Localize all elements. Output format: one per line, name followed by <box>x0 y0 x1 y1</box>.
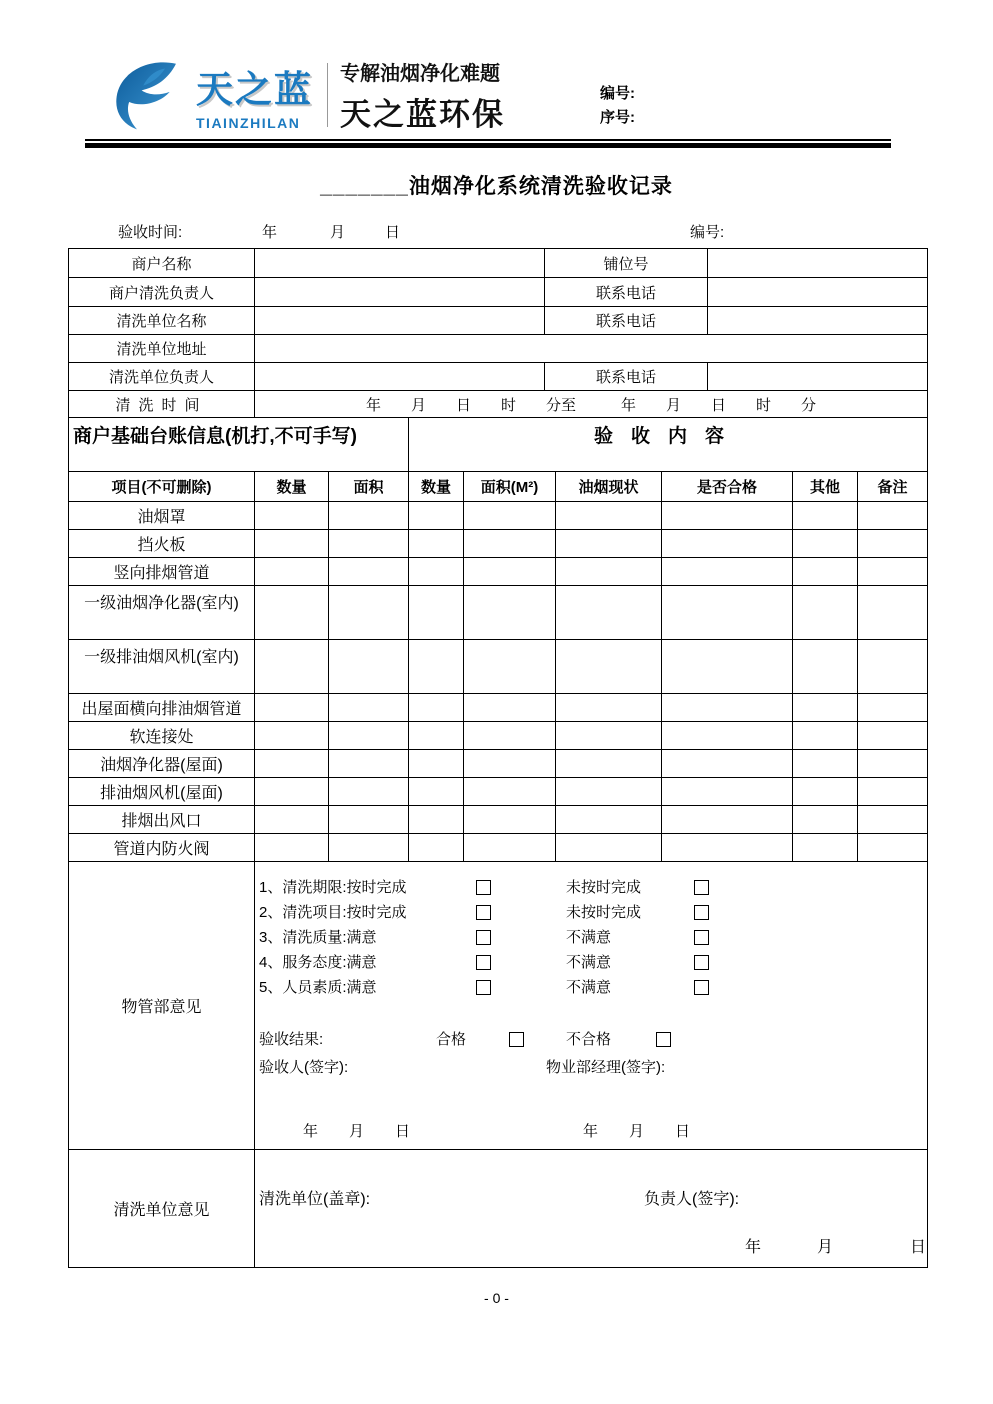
input-cell[interactable] <box>464 530 556 558</box>
input-cell[interactable] <box>255 586 329 640</box>
col-header-other: 其他 <box>793 472 858 502</box>
section-header-row <box>69 418 928 472</box>
input-cell[interactable] <box>556 640 662 694</box>
month-label: 月 <box>330 224 346 241</box>
checklist-line <box>259 874 927 899</box>
acceptance-time-label: 验收时间: <box>118 224 183 241</box>
col-header-qty1: 数量 <box>255 472 329 502</box>
input-cell[interactable] <box>255 530 329 558</box>
satisfied-checkbox[interactable] <box>476 930 491 945</box>
header-rule-thick <box>85 143 891 148</box>
fail-checkbox[interactable] <box>656 1032 671 1047</box>
satisfied-checkbox[interactable] <box>476 955 491 970</box>
input-cell[interactable] <box>464 640 556 694</box>
month-label: 月 <box>817 1239 834 1256</box>
table-row <box>69 806 928 834</box>
table-row <box>69 778 928 806</box>
not-on-time-checkbox[interactable] <box>694 905 709 920</box>
acceptance-table <box>68 417 928 1268</box>
header-rule-thin <box>85 139 891 141</box>
input-cell[interactable] <box>409 806 464 834</box>
date-blank: 年 月 日 <box>583 1123 699 1140</box>
pass-checkbox[interactable] <box>509 1032 524 1047</box>
input-cell[interactable] <box>329 586 409 640</box>
page-number: - 0 - <box>484 1290 509 1306</box>
input-cell[interactable] <box>793 640 858 694</box>
stamp-label: 清洗单位(盖章): <box>259 1191 371 1208</box>
input-cell[interactable] <box>662 778 793 806</box>
pm-opinion-cell <box>255 862 928 1150</box>
input-cell[interactable] <box>858 530 928 558</box>
col-header-qty2: 数量 <box>409 472 464 502</box>
table-row <box>69 558 928 586</box>
checklist-line <box>259 924 927 949</box>
input-cell[interactable] <box>793 806 858 834</box>
input-cell[interactable] <box>556 694 662 722</box>
input-cell[interactable] <box>556 530 662 558</box>
cleaner-sign-line <box>259 1186 928 1209</box>
input-cell[interactable] <box>793 502 858 530</box>
field-label: 清洗单位名称 <box>69 307 255 335</box>
input-cell[interactable] <box>329 640 409 694</box>
input-cell[interactable] <box>255 722 329 750</box>
item-label: 一级油烟净化器(室内) <box>69 586 255 640</box>
satisfied-checkbox[interactable] <box>476 980 491 995</box>
input-cell[interactable] <box>255 502 329 530</box>
input-cell[interactable] <box>329 750 409 778</box>
input-cell[interactable] <box>793 530 858 558</box>
input-cell[interactable] <box>464 722 556 750</box>
table-row <box>69 391 928 419</box>
input-cell[interactable] <box>662 750 793 778</box>
cleaner-opinion-row <box>69 1150 928 1268</box>
doc-no-label: 编号: <box>600 85 635 102</box>
logo-divider <box>327 63 328 127</box>
table-row <box>69 278 928 307</box>
col-header-fume-status: 油烟现状 <box>556 472 662 502</box>
input-cell[interactable] <box>662 558 793 586</box>
checklist-line <box>259 949 927 974</box>
input-cell[interactable] <box>662 834 793 862</box>
cleaner-opinion-label: 清洗单位意见 <box>69 1150 255 1268</box>
unsatisfied-checkbox[interactable] <box>694 930 709 945</box>
table-row <box>69 694 928 722</box>
input-cell[interactable] <box>409 778 464 806</box>
input-cell[interactable] <box>464 558 556 586</box>
input-cell[interactable] <box>858 750 928 778</box>
input-cell[interactable] <box>329 834 409 862</box>
table-row <box>69 834 928 862</box>
input-cell[interactable] <box>464 694 556 722</box>
input-cell[interactable] <box>858 694 928 722</box>
ledger-section-label: 商户基础台账信息(机打,不可手写) <box>69 418 409 472</box>
check-left-label: 1、清洗期限:按时完成 <box>259 879 407 896</box>
input-cell[interactable] <box>464 834 556 862</box>
acceptance-content-label: 验收内容 <box>409 418 928 472</box>
input-cell[interactable] <box>858 722 928 750</box>
document-numbers <box>600 82 635 130</box>
input-cell[interactable] <box>464 750 556 778</box>
item-label: 排油烟风机(屋面) <box>69 778 255 806</box>
doc-no-label-inline: 编号: <box>690 224 725 241</box>
input-cell[interactable] <box>409 586 464 640</box>
input-cell[interactable] <box>708 278 928 307</box>
column-header-row <box>69 472 928 502</box>
input-cell[interactable] <box>793 834 858 862</box>
col-header-area1: 面积 <box>329 472 409 502</box>
check-right-label: 不满意 <box>566 979 612 996</box>
input-cell[interactable] <box>662 806 793 834</box>
tianzhilan-logo-icon <box>112 55 190 135</box>
input-cell[interactable] <box>858 502 928 530</box>
input-cell[interactable] <box>708 363 928 391</box>
input-cell[interactable] <box>255 335 928 363</box>
col-header-remark: 备注 <box>858 472 928 502</box>
title-text: 油烟净化系统清洗验收记录 <box>408 175 673 198</box>
responsible-sign-label: 负责人(签字): <box>644 1191 740 1208</box>
input-cell[interactable] <box>329 530 409 558</box>
cleaning-time-blank[interactable]: 年 月 日 时 分至 年 月 日 时 分 <box>255 391 928 419</box>
on-time-checkbox[interactable] <box>476 905 491 920</box>
col-header-item: 项目(不可删除) <box>69 472 255 502</box>
pm-opinion-label: 物管部意见 <box>69 862 255 1150</box>
col-header-area2: 面积(M²) <box>464 472 556 502</box>
brand-company: 天之蓝环保 <box>340 96 505 132</box>
input-cell[interactable] <box>793 722 858 750</box>
input-cell[interactable] <box>858 558 928 586</box>
input-cell[interactable] <box>409 502 464 530</box>
check-right-label: 未按时完成 <box>566 879 642 896</box>
input-cell[interactable] <box>255 278 545 307</box>
input-cell[interactable] <box>708 249 928 278</box>
cleaner-opinion-cell <box>255 1150 928 1268</box>
item-label: 油烟净化器(屋面) <box>69 750 255 778</box>
input-cell[interactable] <box>662 640 793 694</box>
check-left-label: 3、清洗质量:满意 <box>259 929 377 946</box>
table-row <box>69 249 928 278</box>
field-label: 联系电话 <box>545 363 708 391</box>
item-label: 软连接处 <box>69 722 255 750</box>
pm-opinion-row <box>69 862 928 1150</box>
check-right-label: 不满意 <box>566 929 612 946</box>
checklist-line <box>259 974 927 999</box>
brand-tagline: 专解油烟净化难题 <box>340 62 500 85</box>
input-cell[interactable] <box>793 750 858 778</box>
check-right-label: 不满意 <box>566 954 612 971</box>
input-cell[interactable] <box>255 834 329 862</box>
input-cell[interactable] <box>708 307 928 335</box>
input-cell[interactable] <box>255 558 329 586</box>
unsatisfied-checkbox[interactable] <box>694 955 709 970</box>
input-cell[interactable] <box>329 806 409 834</box>
table-row <box>69 335 928 363</box>
input-cell[interactable] <box>793 558 858 586</box>
col-header-qualified: 是否合格 <box>662 472 793 502</box>
input-cell[interactable] <box>329 558 409 586</box>
input-cell[interactable] <box>409 558 464 586</box>
item-label: 竖向排烟管道 <box>69 558 255 586</box>
pass-label: 合格 <box>436 1031 467 1048</box>
input-cell[interactable] <box>793 778 858 806</box>
input-cell[interactable] <box>662 722 793 750</box>
field-label: 清洗时间 <box>69 391 255 419</box>
signature-line <box>259 1054 927 1079</box>
unsatisfied-checkbox[interactable] <box>694 980 709 995</box>
item-label: 油烟罩 <box>69 502 255 530</box>
field-label: 清洗单位负责人 <box>69 363 255 391</box>
field-label: 商户名称 <box>69 249 255 278</box>
input-cell[interactable] <box>556 586 662 640</box>
item-label: 出屋面横向排油烟管道 <box>69 694 255 722</box>
check-left-label: 2、清洗项目:按时完成 <box>259 904 407 921</box>
table-row <box>69 307 928 335</box>
input-cell[interactable] <box>409 834 464 862</box>
item-label: 排烟出风口 <box>69 806 255 834</box>
manager-sign-label: 物业部经理(签字): <box>546 1059 666 1076</box>
input-cell[interactable] <box>662 586 793 640</box>
company-logo <box>112 52 505 138</box>
check-left-label: 5、人员素质:满意 <box>259 979 377 996</box>
table-row <box>69 586 928 640</box>
input-cell[interactable] <box>464 778 556 806</box>
input-cell[interactable] <box>556 778 662 806</box>
table-row <box>69 640 928 694</box>
input-cell[interactable] <box>662 502 793 530</box>
input-cell[interactable] <box>556 750 662 778</box>
acceptor-sign-label: 验收人(签字): <box>259 1059 349 1076</box>
input-cell[interactable] <box>329 694 409 722</box>
brand-name-cn: 天之蓝 <box>196 69 313 110</box>
input-cell[interactable] <box>858 806 928 834</box>
input-cell[interactable] <box>329 502 409 530</box>
item-label: 挡火板 <box>69 530 255 558</box>
title-blank: _______ <box>320 175 409 198</box>
checklist-line <box>259 899 927 924</box>
date-blank: 年 月 日 <box>303 1123 419 1140</box>
input-cell[interactable] <box>464 502 556 530</box>
input-cell[interactable] <box>556 806 662 834</box>
input-cell[interactable] <box>255 694 329 722</box>
check-left-label: 4、服务态度:满意 <box>259 954 377 971</box>
input-cell[interactable] <box>255 806 329 834</box>
input-cell[interactable] <box>255 307 545 335</box>
input-cell[interactable] <box>255 249 545 278</box>
result-label: 验收结果: <box>259 1031 324 1048</box>
field-label: 联系电话 <box>545 278 708 307</box>
table-row <box>69 750 928 778</box>
input-cell[interactable] <box>409 694 464 722</box>
table-row <box>69 530 928 558</box>
input-cell[interactable] <box>409 722 464 750</box>
input-cell[interactable] <box>793 586 858 640</box>
input-cell[interactable] <box>255 363 545 391</box>
serial-no-label: 序号: <box>600 109 635 126</box>
pm-date-line <box>255 1120 927 1142</box>
input-cell[interactable] <box>858 778 928 806</box>
input-cell[interactable] <box>556 502 662 530</box>
input-cell[interactable] <box>793 694 858 722</box>
brand-name-en: TIAINZHILAN <box>196 115 301 131</box>
table-row <box>69 502 928 530</box>
fail-label: 不合格 <box>566 1031 612 1048</box>
acceptance-result-line <box>259 1026 927 1051</box>
acceptance-time-row <box>68 221 927 245</box>
year-label: 年 <box>262 224 278 241</box>
input-cell[interactable] <box>329 722 409 750</box>
input-cell[interactable] <box>409 640 464 694</box>
input-cell[interactable] <box>556 834 662 862</box>
input-cell[interactable] <box>329 778 409 806</box>
input-cell[interactable] <box>409 750 464 778</box>
item-label: 一级排油烟风机(室内) <box>69 640 255 694</box>
day-label: 日 <box>910 1239 927 1256</box>
input-cell[interactable] <box>662 530 793 558</box>
check-right-label: 未按时完成 <box>566 904 642 921</box>
table-row <box>69 722 928 750</box>
input-cell[interactable] <box>858 640 928 694</box>
field-label: 清洗单位地址 <box>69 335 255 363</box>
input-cell[interactable] <box>662 694 793 722</box>
item-label: 管道内防火阀 <box>69 834 255 862</box>
table-row <box>69 363 928 391</box>
year-label: 年 <box>745 1239 762 1256</box>
input-cell[interactable] <box>255 750 329 778</box>
input-cell[interactable] <box>556 558 662 586</box>
field-label: 联系电话 <box>545 307 708 335</box>
input-cell[interactable] <box>858 834 928 862</box>
day-label: 日 <box>385 224 401 241</box>
not-on-time-checkbox[interactable] <box>694 880 709 895</box>
input-cell[interactable] <box>464 586 556 640</box>
on-time-checkbox[interactable] <box>476 880 491 895</box>
field-label: 铺位号 <box>545 249 708 278</box>
input-cell[interactable] <box>409 530 464 558</box>
input-cell[interactable] <box>255 640 329 694</box>
input-cell[interactable] <box>255 778 329 806</box>
input-cell[interactable] <box>556 722 662 750</box>
page-title <box>0 170 993 200</box>
input-cell[interactable] <box>858 586 928 640</box>
input-cell[interactable] <box>464 806 556 834</box>
merchant-info-table <box>68 248 928 419</box>
field-label: 商户清洗负责人 <box>69 278 255 307</box>
